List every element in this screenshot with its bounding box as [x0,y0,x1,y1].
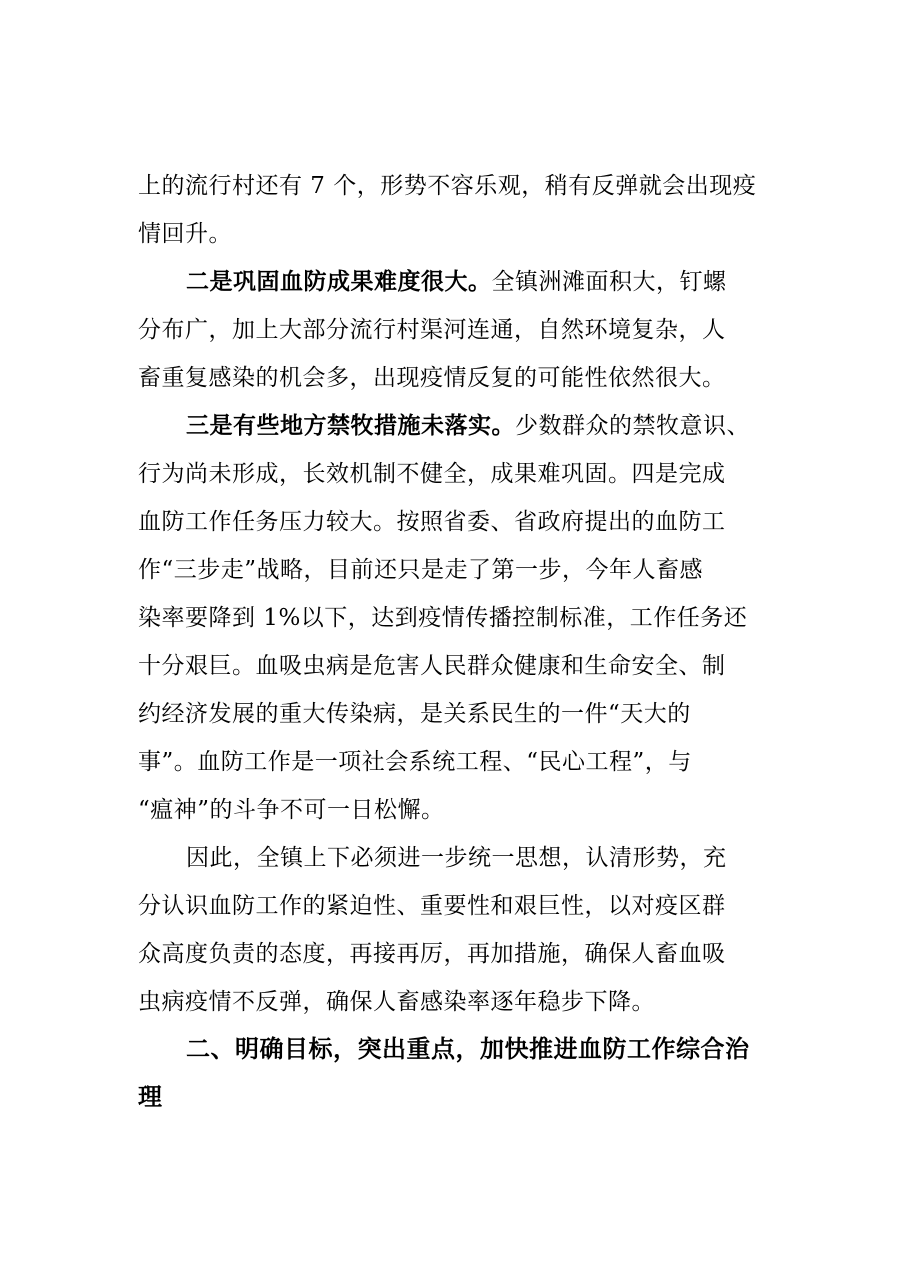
paragraph-line: 情回升。 [138,221,232,247]
paragraph-line: 众高度负责的态度，再接再厉，再加措施，确保人畜血吸 [138,941,726,967]
paragraph-line: 染率要降到 1%以下，达到疫情传播控制标准，工作任务还 [138,605,748,631]
paragraph-line: 约经济发展的重大传染病，是关系民生的一件“天大的 [138,701,691,727]
paragraph-line: “瘟神”的斗争不可一日松懈。 [138,797,445,823]
paragraph-line: 上的流行村还有 7 个，形势不容乐观，稍有反弹就会出现疫 [138,173,757,199]
paragraph-line: 血防工作任务压力较大。按照省委、省政府提出的血防工 [138,509,726,535]
paragraph-line: 十分艰巨。血吸虫病是危害人民群众健康和生命安全、制 [138,653,726,679]
paragraph-line: 事”。血防工作是一项社会系统工程、“民心工程”，与 [138,749,692,775]
paragraph-line: 作“三步走”战略，目前还只是走了第一步，今年人畜感 [138,557,704,583]
paragraph-line: 分认识血防工作的紧迫性、重要性和艰巨性，以对疫区群 [138,893,726,919]
section-heading: 理 [138,1083,163,1111]
paragraph-line: 因此，全镇上下必须进一步统一思想，认清形势，充 [186,845,727,871]
section-heading: 二、明确目标，突出重点，加快推进血防工作综合治 [186,1035,750,1063]
paragraph-line: 分布广，加上大部分流行村渠河连通，自然环境复杂，人 [138,317,726,343]
paragraph-text: 全镇洲滩面积大，钉螺 [491,269,727,295]
paragraph-lead: 三是有些地方禁牧措施未落实。 [186,412,515,439]
paragraph-line: 虫病疫情不反弹，确保人畜感染率逐年稳步下降。 [138,989,655,1015]
paragraph-text: 少数群众的禁牧意识、 [515,413,750,439]
paragraph-line [186,258,727,306]
paragraph-line [186,402,750,450]
paragraph-line: 畜重复感染的机会多，出现疫情反复的可能性依然很大。 [138,365,726,391]
paragraph-lead: 二是巩固血防成果难度很大。 [186,268,492,295]
paragraph-line: 行为尚未形成，长效机制不健全，成果难巩固。四是完成 [138,461,726,487]
